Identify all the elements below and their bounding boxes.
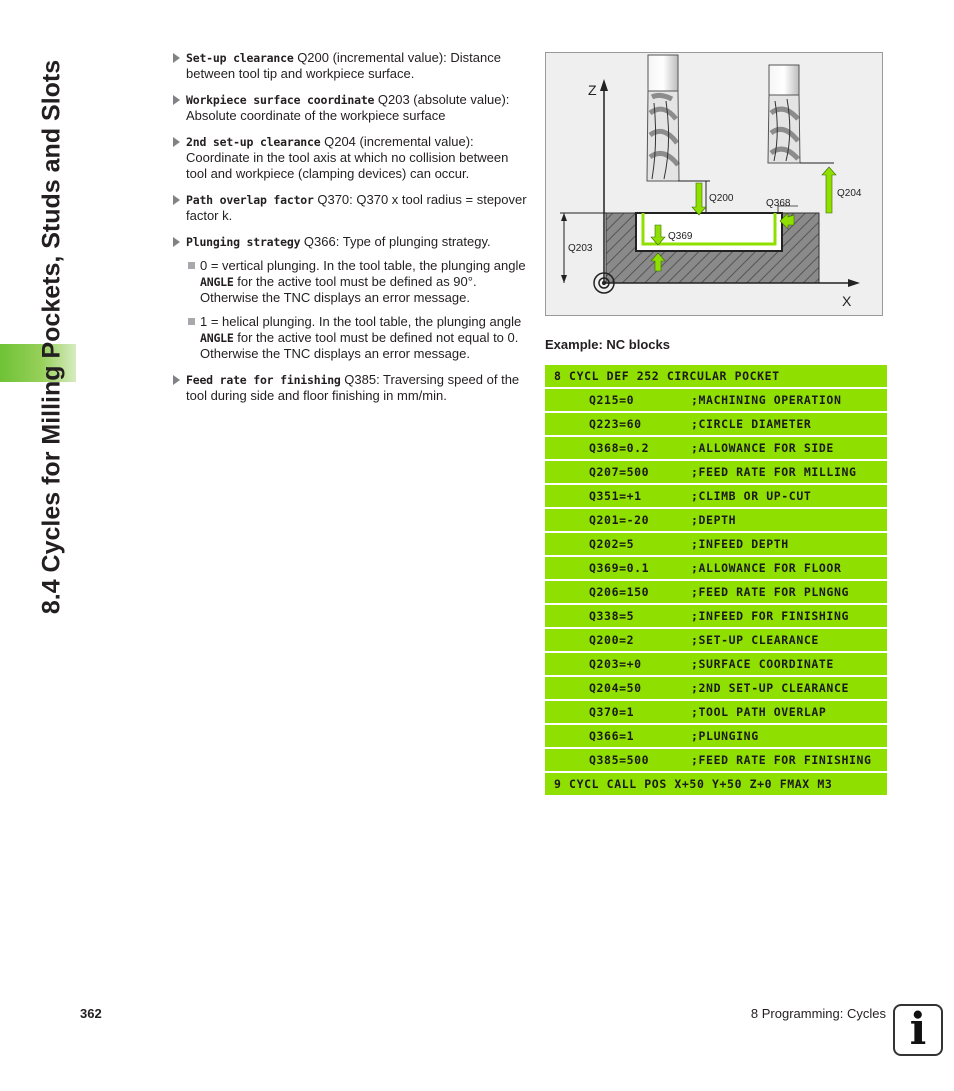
- pocket-diagram-svg: [546, 53, 884, 317]
- param-item-q200: [172, 50, 527, 82]
- nc-line-comment: ;INFEED FOR FINISHING: [691, 609, 849, 623]
- info-icon: i: [909, 1004, 927, 1055]
- nc-lines-container: [545, 389, 887, 771]
- option-text: 1 = helical plunging. In the tool table, the plunging angle: [200, 314, 522, 329]
- option-text: 0 = vertical plunging. In the tool table, the plunging angle: [200, 258, 526, 273]
- bullet-arrow-icon: [173, 95, 180, 105]
- nc-line-param: Q366=1: [589, 729, 635, 743]
- param-description: Q385: Traversing speed of the tool during side and floor finishing in mm/min.: [186, 372, 520, 403]
- nc-header-code: 8 CYCL DEF 252 CIRCULAR POCKET: [554, 369, 780, 383]
- bullet-arrow-icon: [173, 195, 180, 205]
- option-text: for the active tool must be defined not equal to 0. Otherwise the TNC displays an error message.: [200, 330, 519, 361]
- param-item-q370: [172, 192, 527, 224]
- nc-line-comment: ;PLUNGING: [691, 729, 759, 743]
- nc-line-param: Q200=2: [589, 633, 635, 647]
- z-axis-label: Z: [588, 82, 597, 98]
- q203-arrow-icon: [561, 275, 567, 283]
- x-axis-arrow-icon: [848, 279, 860, 287]
- nc-line-row: [545, 557, 887, 579]
- nc-line-param: Q203=+0: [589, 657, 642, 671]
- param-code: Workpiece surface coordinate: [186, 93, 375, 107]
- nc-line-row: [545, 389, 887, 411]
- square-bullet-icon: [188, 318, 195, 325]
- bullet-arrow-icon: [173, 53, 180, 63]
- nc-line-param: Q215=0: [589, 393, 635, 407]
- nc-footer-row: [545, 773, 887, 795]
- nc-line-row: [545, 461, 887, 483]
- nc-line-param: Q201=-20: [589, 513, 650, 527]
- param-item-q204: [172, 134, 527, 182]
- nc-line-row: [545, 437, 887, 459]
- param-description: Q203 (absolute value): Absolute coordinate of the workpiece surface: [186, 92, 510, 123]
- option-keyword: ANGLE: [200, 331, 234, 345]
- q368-label: Q368: [766, 198, 791, 209]
- q203-label: Q203: [568, 243, 593, 254]
- pocket-diagram: [545, 52, 883, 316]
- param-description: Q370: Q370 x tool radius = stepover factor k.: [186, 192, 527, 223]
- square-bullet-icon: [188, 262, 195, 269]
- nc-line-param: Q206=150: [589, 585, 650, 599]
- milling-tool-left: [647, 55, 679, 181]
- nc-line-param: Q370=1: [589, 705, 635, 719]
- nc-line-comment: ;FEED RATE FOR PLNGNG: [691, 585, 849, 599]
- q203-arrow-icon: [561, 213, 567, 221]
- page-number: 362: [80, 1006, 102, 1021]
- parameter-list: [172, 50, 527, 414]
- param-item-q203: [172, 92, 527, 124]
- plunge-option-helical: [172, 314, 527, 362]
- bullet-arrow-icon: [173, 137, 180, 147]
- param-code: Feed rate for finishing: [186, 373, 341, 387]
- nc-line-comment: ;2ND SET-UP CLEARANCE: [691, 681, 849, 695]
- section-side-title: [27, 52, 77, 622]
- nc-header-row: [545, 365, 887, 387]
- nc-line-row: [545, 509, 887, 531]
- nc-footer-code: 9 CYCL CALL POS X+50 Y+50 Z+0 FMAX M3: [554, 777, 833, 791]
- nc-line-row: [545, 485, 887, 507]
- chapter-label: 8 Programming: Cycles: [750, 1006, 886, 1021]
- q200-green-arrow-icon: [692, 183, 706, 215]
- x-axis-label: X: [842, 293, 852, 309]
- nc-line-comment: ;CIRCLE DIAMETER: [691, 417, 812, 431]
- bullet-arrow-icon: [173, 237, 180, 247]
- nc-line-comment: ;MACHINING OPERATION: [691, 393, 842, 407]
- z-axis-arrow-icon: [600, 79, 608, 91]
- q204-green-arrow-icon: [822, 167, 836, 213]
- nc-line-comment: ;ALLOWANCE FOR FLOOR: [691, 561, 842, 575]
- param-description: Q204 (incremental value): Coordinate in the tool axis at which no collision between tool and workpiece (clamping devices) can occur.: [186, 134, 509, 181]
- nc-line-comment: ;DEPTH: [691, 513, 737, 527]
- nc-line-row: [545, 701, 887, 723]
- nc-line-param: Q207=500: [589, 465, 650, 479]
- nc-line-comment: ;FEED RATE FOR FINISHING: [691, 753, 872, 767]
- nc-line-row: [545, 653, 887, 675]
- nc-line-row: [545, 725, 887, 747]
- nc-line-param: Q223=60: [589, 417, 642, 431]
- param-code: 2nd set-up clearance: [186, 135, 321, 149]
- plunge-option-vertical: [172, 258, 527, 306]
- nc-line-comment: ;SURFACE COORDINATE: [691, 657, 834, 671]
- q369-label: Q369: [668, 231, 693, 242]
- param-code: Path overlap factor: [186, 193, 314, 207]
- nc-line-comment: ;ALLOWANCE FOR SIDE: [691, 441, 834, 455]
- section-title-text: 8.4 Cycles for Milling Pockets, Studs and Slots: [37, 59, 66, 615]
- nc-line-param: Q202=5: [589, 537, 635, 551]
- nc-line-param: Q369=0.1: [589, 561, 650, 575]
- option-keyword: ANGLE: [200, 275, 234, 289]
- nc-line-comment: ;INFEED DEPTH: [691, 537, 789, 551]
- nc-line-row: [545, 605, 887, 627]
- nc-program-block: [545, 365, 887, 797]
- nc-line-row: [545, 581, 887, 603]
- param-description: Q200 (incremental value): Distance between tool tip and workpiece surface.: [186, 50, 501, 81]
- nc-line-row: [545, 413, 887, 435]
- nc-line-row: [545, 677, 887, 699]
- nc-line-param: Q385=500: [589, 753, 650, 767]
- nc-line-comment: ;CLIMB OR UP-CUT: [691, 489, 812, 503]
- q200-label: Q200: [709, 193, 734, 204]
- param-code: Plunging strategy: [186, 235, 301, 249]
- info-button[interactable]: [893, 1004, 943, 1056]
- nc-line-comment: ;FEED RATE FOR MILLING: [691, 465, 857, 479]
- nc-line-row: [545, 749, 887, 771]
- origin-dot: [602, 281, 606, 285]
- milling-tool-right: [768, 65, 800, 163]
- nc-line-param: Q351=+1: [589, 489, 642, 503]
- param-item-q385: [172, 372, 527, 404]
- nc-line-comment: ;TOOL PATH OVERLAP: [691, 705, 827, 719]
- nc-line-param: Q204=50: [589, 681, 642, 695]
- bullet-arrow-icon: [173, 375, 180, 385]
- option-text: for the active tool must be defined as 90°. Otherwise the TNC displays an error message.: [200, 274, 477, 305]
- param-code: Set-up clearance: [186, 51, 294, 65]
- nc-line-row: [545, 533, 887, 555]
- nc-line-param: Q338=5: [589, 609, 635, 623]
- example-heading: Example: NC blocks: [545, 337, 670, 352]
- param-item-q366: [172, 234, 527, 250]
- param-description: Q366: Type of plunging strategy.: [300, 234, 491, 249]
- nc-line-row: [545, 629, 887, 651]
- nc-line-comment: ;SET-UP CLEARANCE: [691, 633, 819, 647]
- nc-line-param: Q368=0.2: [589, 441, 650, 455]
- q204-label: Q204: [837, 188, 862, 199]
